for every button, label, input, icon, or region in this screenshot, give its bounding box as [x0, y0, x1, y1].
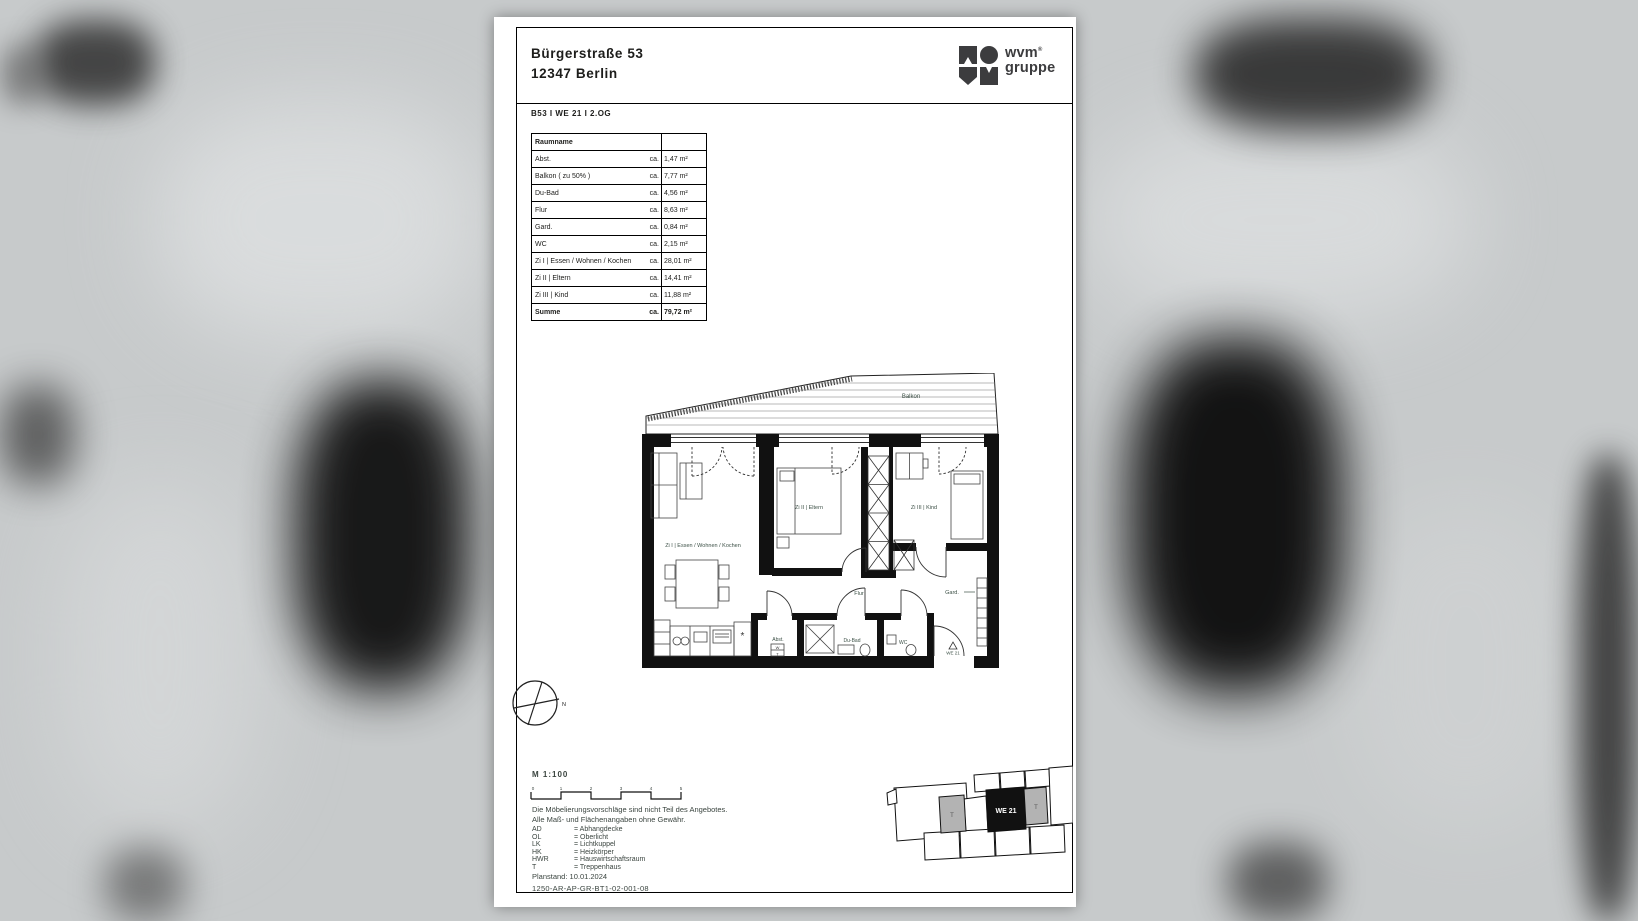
background-blur-blob	[295, 380, 470, 690]
background-blur-blob	[0, 385, 75, 485]
keyplan-building	[887, 789, 897, 805]
scale-label: M 1:100	[532, 770, 569, 779]
table-row: Gard. ca. 0,84 m²	[532, 218, 706, 235]
unit-title: B53 I WE 21 I 2.OG	[531, 109, 612, 118]
room-label-abst: Abst.	[772, 637, 784, 643]
room-label-gard: Gard.	[945, 590, 959, 596]
background-blur-blob	[155, 100, 485, 340]
background-blur-blob	[1195, 18, 1430, 130]
scale-tick: 2	[589, 786, 593, 791]
washer-label: W	[775, 645, 780, 651]
table-row: Zi II | Eltern ca. 14,41 m²	[532, 269, 706, 286]
legend-row: HWR = Hauswirtschaftsraum	[532, 856, 646, 864]
table-row: Abst. ca. 1,47 m²	[532, 150, 706, 167]
disclaimer-line-2: Alle Maß- und Flächenangaben ohne Gewähr.	[532, 814, 686, 824]
scale-tick: 1	[559, 786, 563, 791]
table-row: Du-Bad ca. 4,56 m²	[532, 184, 706, 201]
wvm-logo-text	[1005, 46, 1055, 76]
floor-plan-drawing	[639, 373, 999, 673]
drawing-number: 1250-AR-AP-GR-BT1-02-001-08	[532, 884, 649, 893]
balcony-doors	[692, 447, 966, 476]
legend-row: OL = Oberlicht	[532, 833, 609, 841]
background-blur-blob	[0, 45, 45, 105]
legend-row: LK = Lichtkuppel	[532, 841, 616, 849]
apartment-walls	[642, 434, 999, 668]
address-line-2: 12347 Berlin	[531, 65, 618, 81]
balkon-label: Balkon	[901, 394, 921, 400]
room-label-wc: WC	[899, 640, 908, 646]
keyplan-unit	[1025, 769, 1050, 788]
keyplan-stairwell-label: T	[1034, 805, 1038, 811]
scale-tick: 0	[531, 786, 535, 791]
freezer-star: *	[740, 631, 745, 642]
background-blur-blob	[60, 480, 260, 830]
table-sum-row: Summe ca. 79,72 m²	[532, 303, 706, 320]
entry-label-we21: WE 21	[946, 650, 960, 656]
room-label-zi3: Zi III | Kind	[910, 505, 938, 511]
table-row: Balkon ( zu 50% ) ca. 7,77 m²	[532, 167, 706, 184]
table-row: Zi I | Essen / Wohnen / Kochen ca. 28,01 m²	[532, 252, 706, 269]
plan-date: Planstand: 10.01.2024	[532, 872, 608, 881]
scale-tick: 3	[619, 786, 623, 791]
keyplan-stairwell-label: T	[950, 813, 954, 819]
table-header-row	[532, 134, 706, 150]
legend-row: HK = Heizkörper	[532, 848, 614, 856]
abbreviation-legend	[532, 826, 645, 871]
address-line-1: Bürgerstraße 53	[531, 46, 644, 61]
legend-row: T = Treppenhaus	[532, 863, 621, 871]
wvm-logo-icon	[959, 46, 998, 85]
keyplan-unit	[960, 829, 995, 858]
header-divider	[516, 103, 1073, 104]
disclaimer-notes	[532, 805, 727, 825]
table-row: Flur ca. 8,63 m²	[532, 201, 706, 218]
keyplan-we21-label: WE 21	[995, 808, 1017, 815]
key-plan	[879, 759, 1073, 885]
keyplan-building	[1049, 766, 1073, 825]
wvm-gruppe-logo	[959, 46, 1055, 85]
scale-tick: 5	[679, 786, 683, 791]
background-blur-blob	[1578, 455, 1638, 921]
disclaimer-line-1: Die Möbelierungsvorschläge sind nicht Teil des Angebotes.	[532, 805, 728, 814]
keyplan-unit	[964, 796, 988, 834]
keyplan-unit	[924, 831, 960, 860]
background-blur-blob	[105, 848, 185, 921]
logo-word-1: wvm	[1005, 45, 1038, 61]
scale-tick: 4	[649, 786, 653, 791]
background-blur-blob	[1090, 120, 1470, 320]
column-raumname: Raumname	[535, 138, 573, 146]
balcony	[646, 373, 998, 434]
table-row: Zi III | Kind ca. 11,88 m²	[532, 286, 706, 303]
logo-registered-mark: ®	[1037, 47, 1043, 53]
background-blur-blob	[35, 20, 155, 105]
logo-word-2: gruppe	[1005, 60, 1056, 77]
windows	[671, 438, 984, 443]
room-label-dubad: Du-Bad	[843, 638, 861, 644]
compass-north-label: N	[562, 702, 566, 708]
background-blur-blob	[1128, 338, 1343, 693]
table-row: WC ca. 2,15 m²	[532, 235, 706, 252]
room-area-table	[531, 133, 707, 321]
dryer-label: T	[776, 651, 779, 657]
room-label-zi2: Zi II | Eltern	[794, 505, 824, 511]
room-label-flur: Flur	[854, 591, 864, 597]
keyplan-unit	[1030, 825, 1065, 854]
scale-bar	[530, 783, 700, 803]
background-blur-blob	[1350, 500, 1580, 830]
legend-row: AD = Abhangdecke	[532, 826, 623, 833]
north-compass-icon	[508, 673, 572, 737]
background-blur-blob	[1228, 842, 1328, 921]
plan-sheet	[494, 17, 1076, 907]
room-label-zi1: Zi I | Essen / Wohnen / Kochen	[665, 543, 741, 549]
project-address	[531, 44, 644, 83]
